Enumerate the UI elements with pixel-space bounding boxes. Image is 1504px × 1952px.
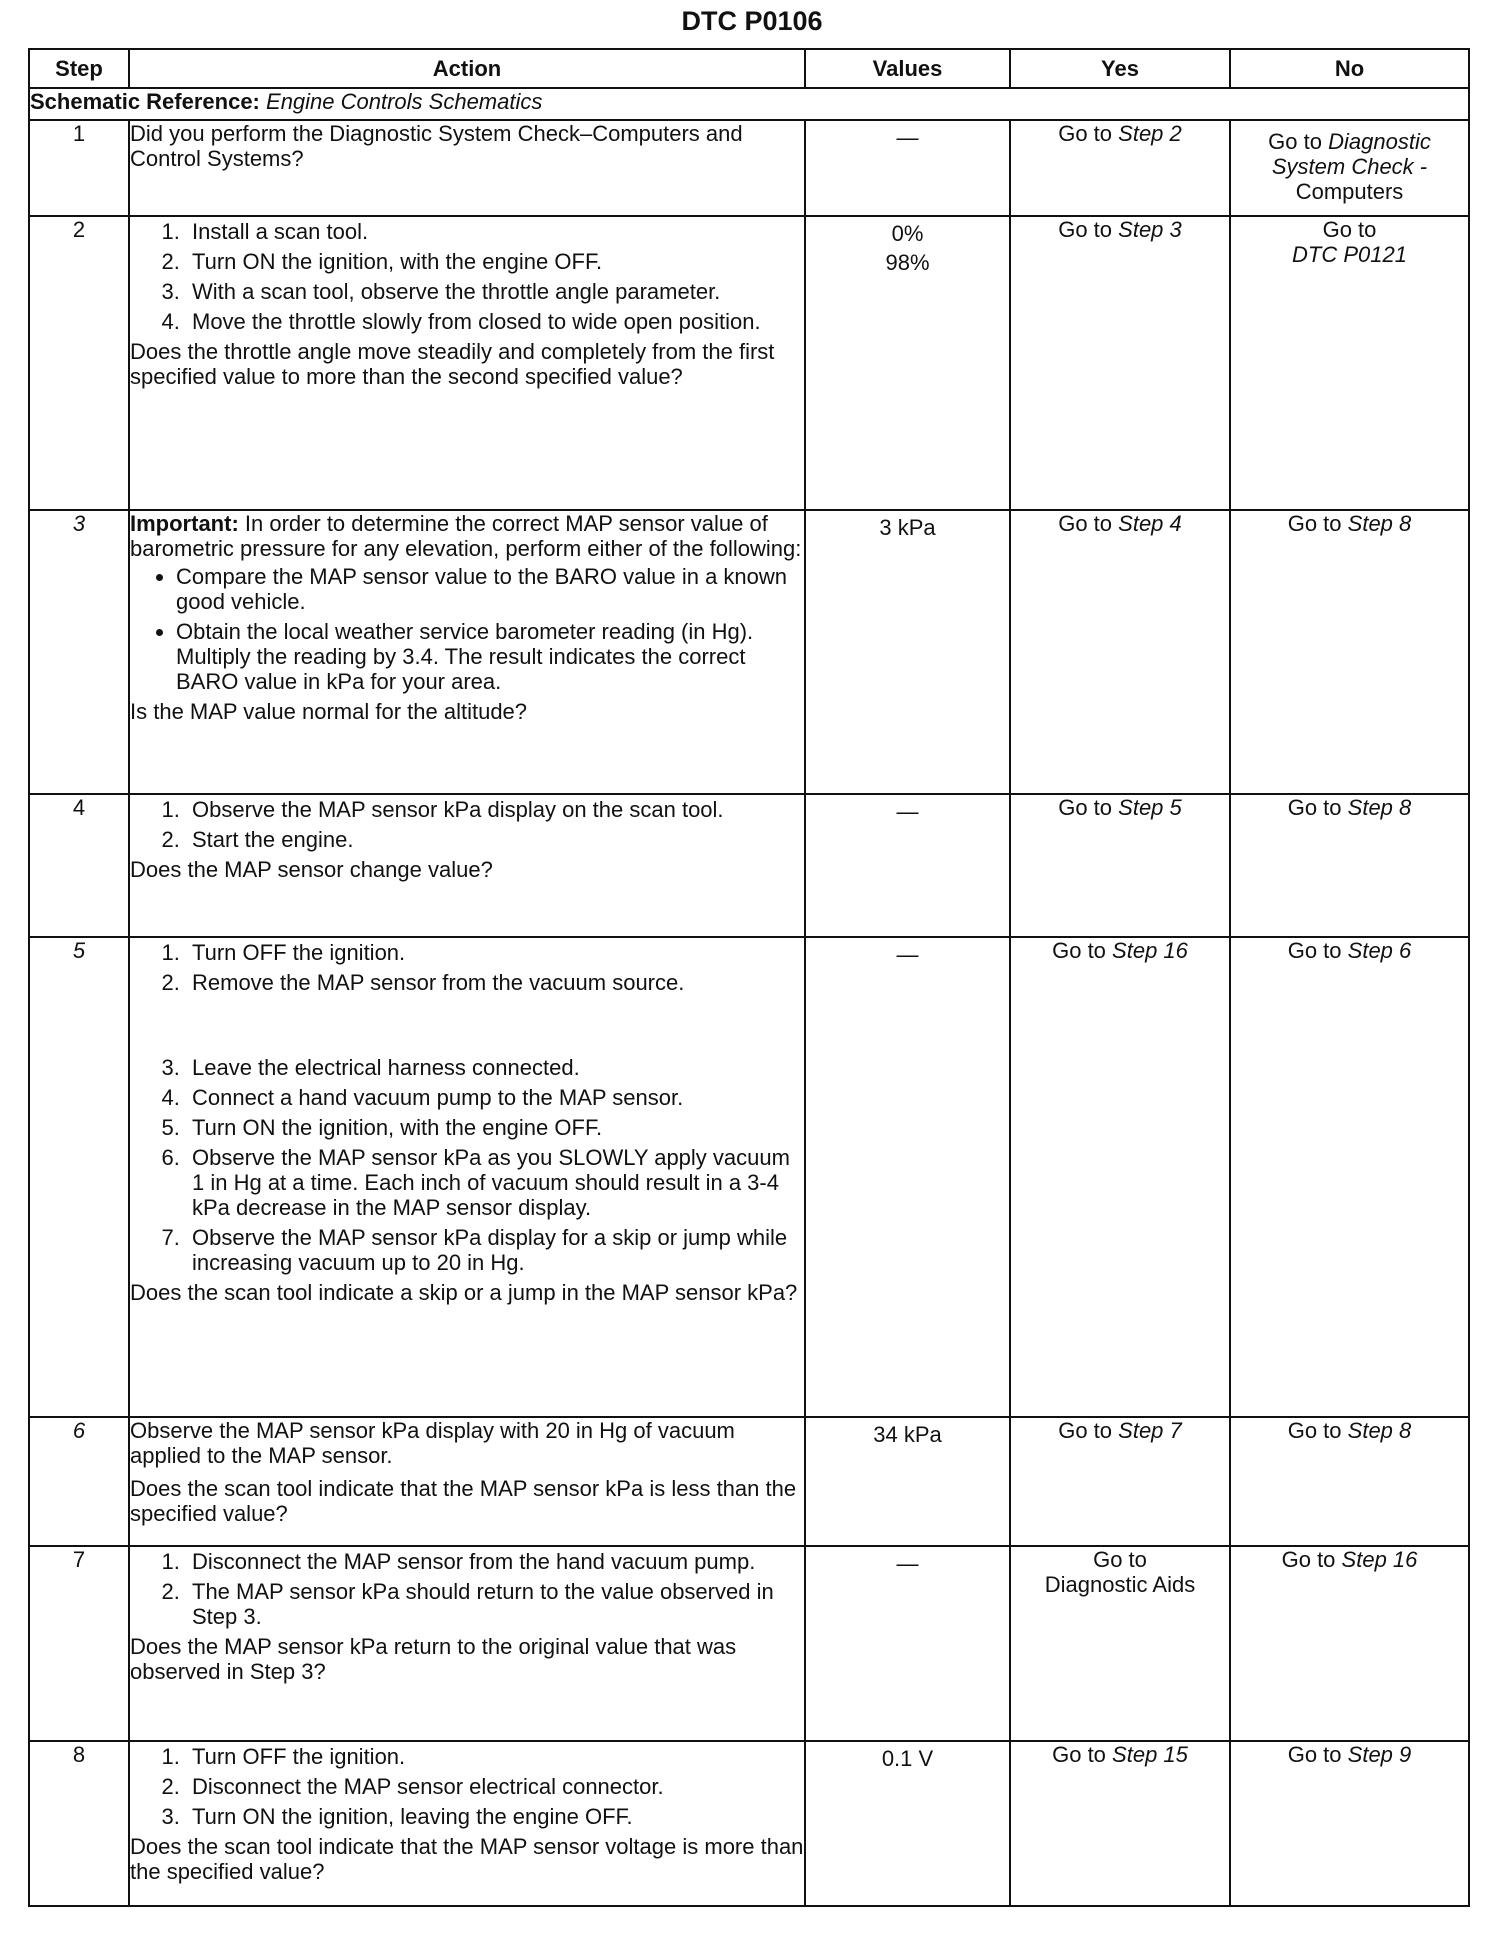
- value: 0.1 V: [881, 1746, 934, 1771]
- header-yes: Yes: [1010, 49, 1230, 88]
- values-cell: [805, 794, 1010, 937]
- list-item: 1. Turn OFF the ignition.: [186, 940, 804, 965]
- values-cell: [805, 216, 1010, 510]
- header-row: [29, 49, 1469, 88]
- list-item: 2. The MAP sensor kPa should return to the value observed in Step 3.: [186, 1579, 804, 1629]
- no-suffix: Computers: [1295, 179, 1404, 204]
- no-prefix: Go to: [1268, 129, 1322, 154]
- no-cell: [1230, 1417, 1469, 1546]
- important-text: In order to determine the correct MAP sensor value of barometric pressure for any elevation, perform either of the following:: [130, 511, 802, 561]
- no-link[interactable]: Step 9: [1347, 1742, 1412, 1767]
- header-values: Values: [805, 49, 1010, 88]
- page-title: DTC P0106: [681, 6, 823, 36]
- table-row: [29, 1546, 1469, 1741]
- yes-link[interactable]: Diagnostic Aids: [1044, 1572, 1196, 1597]
- value: —: [896, 799, 919, 824]
- no-link[interactable]: Step 16: [1341, 1547, 1418, 1572]
- important-note: [130, 511, 804, 561]
- yes-cell: [1010, 937, 1230, 1417]
- list-item: 5. Turn ON the ignition, with the engine OFF.: [186, 1115, 804, 1140]
- action-cell: [129, 216, 805, 510]
- values-cell: [805, 937, 1010, 1417]
- yes-prefix: Go to: [1058, 217, 1113, 242]
- procedure-list: [130, 940, 804, 1275]
- procedure-list: [130, 1549, 804, 1629]
- table-row: [29, 216, 1469, 510]
- step-question: Does the scan tool indicate a skip or a jump in the MAP sensor kPa?: [130, 1280, 798, 1305]
- no-link[interactable]: Step 8: [1347, 511, 1412, 536]
- step-number: 1: [29, 120, 129, 216]
- yes-cell: [1010, 1741, 1230, 1906]
- procedure-list: [130, 1744, 804, 1829]
- no-link[interactable]: DTC P0121: [1292, 242, 1407, 267]
- table-row: [29, 1417, 1469, 1546]
- values-cell: [805, 1546, 1010, 1741]
- step-question: Does the throttle angle move steadily and completely from the first specified value to more than the second specified value?: [130, 339, 775, 389]
- no-prefix: Go to: [1322, 217, 1377, 242]
- step-question: Does the scan tool indicate that the MAP sensor voltage is more than the specified value?: [130, 1834, 804, 1884]
- yes-link[interactable]: Step 7: [1118, 1418, 1182, 1443]
- yes-prefix: Go to: [1058, 121, 1113, 146]
- table-row: [29, 510, 1469, 794]
- no-prefix: Go to: [1287, 938, 1342, 963]
- procedure-list: [130, 797, 804, 852]
- step-number: 2: [29, 216, 129, 510]
- no-prefix: Go to: [1287, 1418, 1342, 1443]
- step-number: 3: [29, 510, 129, 794]
- values-cell: [805, 1741, 1010, 1906]
- yes-cell: [1010, 1417, 1230, 1546]
- yes-prefix: Go to: [1058, 795, 1113, 820]
- header-action: Action: [129, 49, 805, 88]
- list-item: 3. With a scan tool, observe the throttle angle parameter.: [186, 279, 804, 304]
- table-row: [29, 1741, 1469, 1906]
- list-item: 7. Observe the MAP sensor kPa display for a skip or jump while increasing vacuum up to 20 in Hg.: [186, 1225, 804, 1275]
- yes-prefix: Go to: [1052, 1742, 1106, 1767]
- no-link[interactable]: Diagnostic System Check -: [1271, 129, 1431, 179]
- yes-cell: [1010, 510, 1230, 794]
- table-row: [29, 937, 1469, 1417]
- action-cell: [129, 794, 805, 937]
- list-item: 2. Disconnect the MAP sensor electrical connector.: [186, 1774, 804, 1799]
- procedure-list: [130, 219, 804, 334]
- step-number: 8: [29, 1741, 129, 1906]
- yes-prefix: Go to: [1052, 938, 1106, 963]
- yes-cell: [1010, 1546, 1230, 1741]
- list-item: 4. Connect a hand vacuum pump to the MAP sensor.: [186, 1085, 804, 1110]
- yes-cell: [1010, 216, 1230, 510]
- step-question: Is the MAP value normal for the altitude?: [130, 699, 528, 724]
- step-question: Does the scan tool indicate that the MAP sensor kPa is less than the specified value?: [130, 1476, 797, 1526]
- no-cell: [1230, 510, 1469, 794]
- yes-prefix: Go to: [1058, 511, 1113, 536]
- diagnostic-table: [28, 48, 1470, 1907]
- list-item: 4. Move the throttle slowly from closed to wide open position.: [186, 309, 804, 334]
- no-link[interactable]: Step 8: [1347, 795, 1412, 820]
- yes-link[interactable]: Step 16: [1112, 938, 1188, 963]
- no-prefix: Go to: [1287, 1742, 1342, 1767]
- list-item: 3. Turn ON the ignition, leaving the engine OFF.: [186, 1804, 804, 1829]
- no-link[interactable]: Step 6: [1347, 938, 1412, 963]
- yes-cell: [1010, 120, 1230, 216]
- value: 0%: [891, 221, 924, 246]
- step-number: 5: [29, 937, 129, 1417]
- value: 3 kPa: [879, 515, 936, 540]
- no-cell: [1230, 1741, 1469, 1906]
- list-item: 2. Start the engine.: [186, 827, 804, 852]
- yes-link[interactable]: Step 4: [1118, 511, 1182, 536]
- action-cell: [129, 1417, 805, 1546]
- header-no: No: [1230, 49, 1469, 88]
- step-question: Did you perform the Diagnostic System Check–Computers and Control Systems?: [130, 121, 743, 171]
- no-cell: [1230, 937, 1469, 1417]
- step-number: 4: [29, 794, 129, 937]
- yes-link[interactable]: Step 15: [1112, 1742, 1188, 1767]
- values-cell: [805, 1417, 1010, 1546]
- step-question: Does the MAP sensor kPa return to the original value that was observed in Step 3?: [130, 1634, 737, 1684]
- schematic-link[interactable]: Engine Controls Schematics: [266, 89, 543, 114]
- no-cell: [1230, 120, 1469, 216]
- no-cell: [1230, 1546, 1469, 1741]
- action-cell: [129, 937, 805, 1417]
- no-prefix: Go to: [1287, 795, 1342, 820]
- schematic-label: Schematic Reference:: [30, 89, 260, 114]
- table-row: [29, 120, 1469, 216]
- list-item: • Obtain the local weather service barometer reading (in Hg). Multiply the reading by 3.4. The result indicates the correct BARO value in kPa for your area.: [176, 619, 804, 694]
- action-cell: [129, 1546, 805, 1741]
- important-label: Important:: [130, 511, 239, 536]
- list-item: 6. Observe the MAP sensor kPa as you SLOWLY apply vacuum 1 in Hg at a time. Each inch of vacuum should result in a 3-4 kPa decrease in the MAP sensor display.: [186, 1145, 804, 1220]
- no-cell: [1230, 794, 1469, 937]
- yes-prefix: Go to: [1093, 1547, 1147, 1572]
- yes-prefix: Go to: [1058, 1418, 1113, 1443]
- value: —: [896, 942, 919, 967]
- yes-link[interactable]: Step 2: [1118, 121, 1182, 146]
- list-item: 2. Turn ON the ignition, with the engine OFF.: [186, 249, 804, 274]
- value: 98%: [885, 250, 930, 275]
- list-item: • Compare the MAP sensor value to the BARO value in a known good vehicle.: [176, 564, 804, 614]
- values-cell: [805, 510, 1010, 794]
- action-cell: [129, 1741, 805, 1906]
- no-cell: [1230, 216, 1469, 510]
- list-item: 1. Disconnect the MAP sensor from the hand vacuum pump.: [186, 1549, 804, 1574]
- step-number: 6: [29, 1417, 129, 1546]
- yes-link[interactable]: Step 3: [1118, 217, 1182, 242]
- list-item: 1. Turn OFF the ignition.: [186, 1744, 804, 1769]
- values-cell: [805, 120, 1010, 216]
- no-link[interactable]: Step 8: [1347, 1418, 1412, 1443]
- list-item: 3. Leave the electrical harness connected.: [186, 1055, 804, 1080]
- value: —: [896, 1551, 919, 1576]
- value: —: [896, 125, 919, 150]
- table-row: [29, 794, 1469, 937]
- list-item: 1. Observe the MAP sensor kPa display on the scan tool.: [186, 797, 804, 822]
- value: 34 kPa: [873, 1422, 942, 1447]
- list-item: 1. Install a scan tool.: [186, 219, 804, 244]
- schematic-reference: [29, 88, 1469, 120]
- header-step: Step: [29, 49, 129, 88]
- action-cell: [129, 510, 805, 794]
- step-number: 7: [29, 1546, 129, 1741]
- action-cell: [129, 120, 805, 216]
- no-prefix: Go to: [1281, 1547, 1336, 1572]
- yes-cell: [1010, 794, 1230, 937]
- bullet-list: [130, 564, 804, 694]
- yes-link[interactable]: Step 5: [1118, 795, 1182, 820]
- step-question: Does the MAP sensor change value?: [130, 857, 493, 882]
- schematic-reference-row: [29, 88, 1469, 120]
- step-instruction: Observe the MAP sensor kPa display with 20 in Hg of vacuum applied to the MAP sensor.: [130, 1418, 735, 1468]
- list-item: 2. Remove the MAP sensor from the vacuum source.: [186, 970, 804, 995]
- no-prefix: Go to: [1287, 511, 1342, 536]
